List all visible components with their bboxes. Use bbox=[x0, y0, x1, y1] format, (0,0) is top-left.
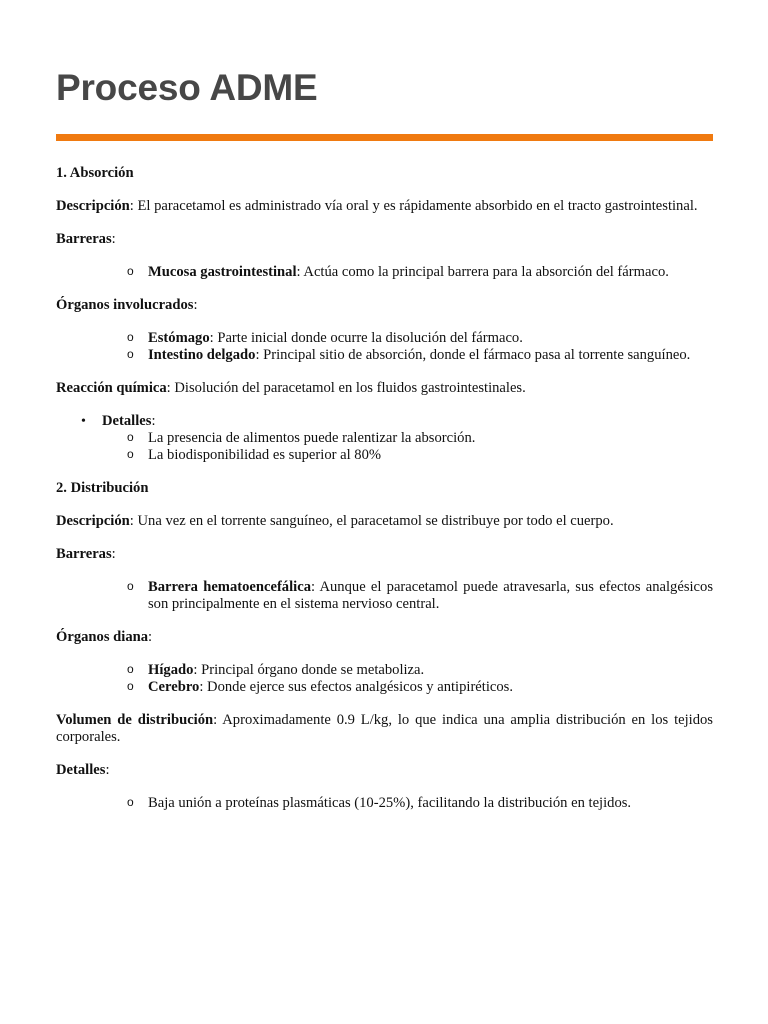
paragraph-barreras-1: Barreras: bbox=[56, 231, 116, 247]
list-item: • Detalles: o La presencia de alimentos puede ralentizar la absorción. o La biodisponibilidad es superior al 80% bbox=[102, 413, 713, 464]
circle-bullet-icon: o bbox=[127, 264, 134, 278]
circle-bullet-icon: o bbox=[127, 347, 134, 361]
paragraph-descripcion-1: Descripción: El paracetamol es administrado vía oral y es rápidamente absorbido en el tracto gastrointestinal. bbox=[56, 198, 698, 214]
list-item: o Intestino delgado: Principal sitio de absorción, donde el fármaco pasa al torrente sanguíneo. bbox=[127, 347, 691, 363]
list-item: o Hígado: Principal órgano donde se metaboliza. bbox=[127, 662, 425, 678]
title-divider bbox=[56, 134, 713, 141]
list-barreras-1 bbox=[127, 264, 713, 281]
list-barreras-2 bbox=[127, 579, 714, 613]
sublist-detalles-1 bbox=[127, 430, 713, 464]
list-item: o Baja unión a proteínas plasmáticas (10-25%), facilitando la distribución en tejidos. bbox=[127, 795, 632, 811]
circle-bullet-icon: o bbox=[127, 430, 134, 444]
list-organos-2 bbox=[127, 662, 713, 696]
circle-bullet-icon: o bbox=[127, 679, 134, 693]
list-detalles-2 bbox=[127, 795, 713, 812]
list-item: o Mucosa gastrointestinal: Actúa como la principal barrera para la absorción del fármaco. bbox=[127, 264, 669, 280]
paragraph-organos-1: Órganos involucrados: bbox=[56, 297, 198, 313]
list-item: o Cerebro: Donde ejerce sus efectos analgésicos y antipiréticos. bbox=[127, 679, 513, 695]
list-organos-1 bbox=[127, 330, 713, 364]
paragraph-organos-2: Órganos diana: bbox=[56, 629, 153, 645]
circle-bullet-icon: o bbox=[127, 795, 134, 809]
document-body bbox=[56, 165, 713, 828]
paragraph-reaccion: Reacción química: Disolución del paracetamol en los fluidos gastrointestinales. bbox=[56, 380, 526, 396]
list-item: o La presencia de alimentos puede ralentizar la absorción. bbox=[127, 430, 476, 446]
circle-bullet-icon: o bbox=[127, 447, 134, 461]
list-item: o Estómago: Parte inicial donde ocurre la disolución del fármaco. bbox=[127, 330, 523, 346]
document-title: Proceso ADME bbox=[56, 67, 318, 108]
list-item: o Barrera hematoencefálica: Aunque el paracetamol puede atravesarla, sus efectos analgésicos son principalmente en el sistema nervioso central. bbox=[127, 579, 714, 612]
paragraph-volumen: Volumen de distribución: Aproximadamente 0.9 L/kg, lo que indica una amplia distribución en los tejidos corporales. bbox=[56, 712, 713, 745]
paragraph-descripcion-2: Descripción: Una vez en el torrente sanguíneo, el paracetamol se distribuye por todo el cuerpo. bbox=[56, 513, 614, 529]
list-item: o La biodisponibilidad es superior al 80% bbox=[127, 447, 382, 463]
paragraph-detalles-2: Detalles: bbox=[56, 762, 110, 778]
circle-bullet-icon: o bbox=[127, 579, 134, 593]
label: Descripción bbox=[56, 198, 130, 214]
dot-bullet-icon: • bbox=[81, 414, 86, 429]
circle-bullet-icon: o bbox=[127, 662, 134, 676]
list-detalles-1 bbox=[81, 413, 713, 464]
circle-bullet-icon: o bbox=[127, 330, 134, 344]
section-heading-absorcion: 1. Absorción bbox=[56, 165, 134, 181]
paragraph-barreras-2: Barreras: bbox=[56, 546, 116, 562]
section-heading-distribucion: 2. Distribución bbox=[56, 480, 149, 496]
